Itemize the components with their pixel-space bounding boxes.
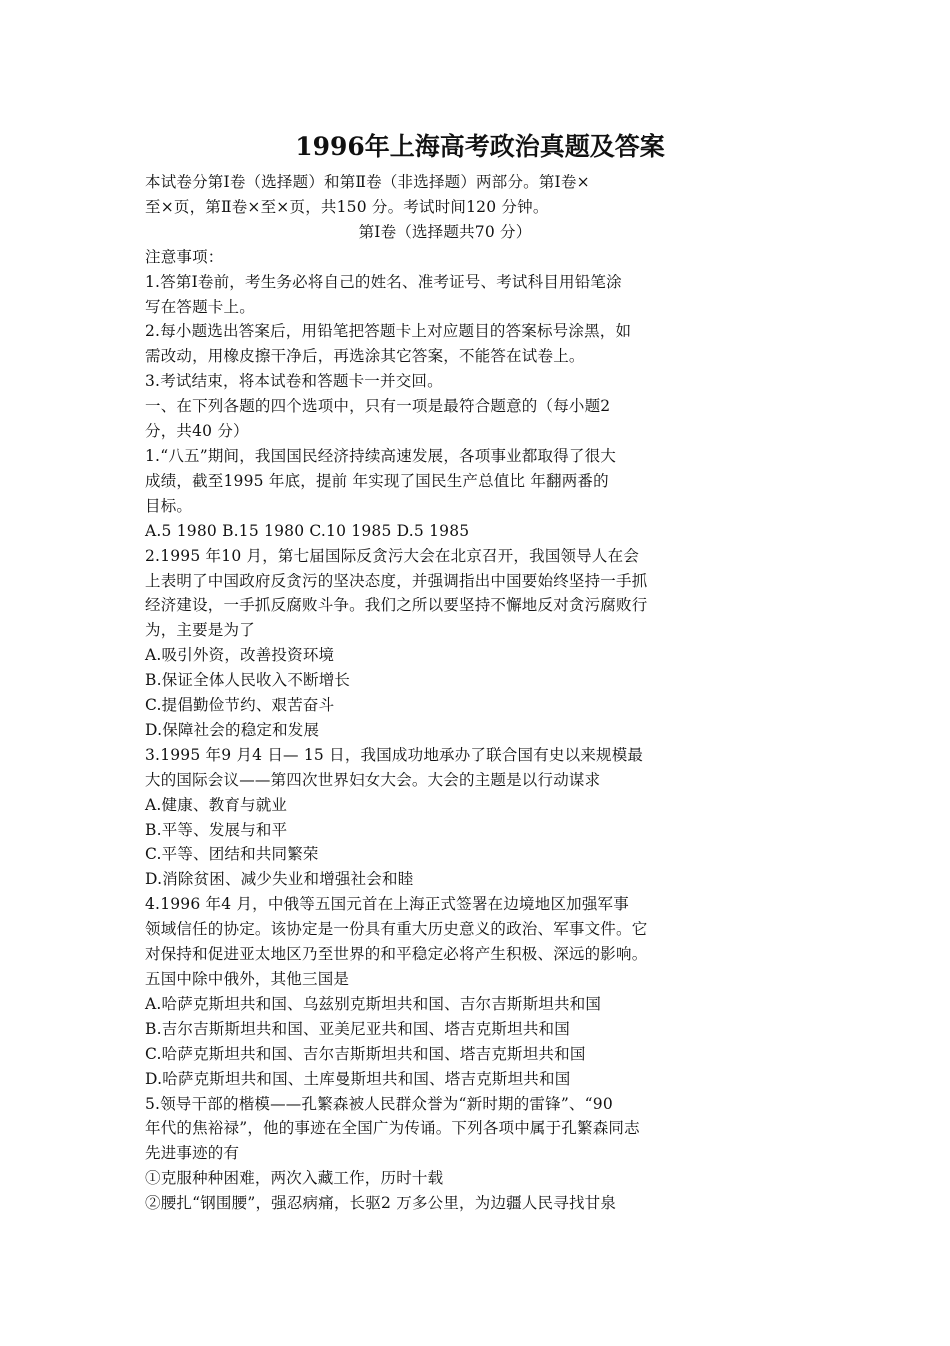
- text-line: 本试卷分第Ⅰ卷（选择题）和第Ⅱ卷（非选择题）两部分。第Ⅰ卷×: [145, 173, 590, 191]
- text-line: 五国中除中俄外，其他三国是: [145, 970, 350, 988]
- option-a: A.哈萨克斯坦共和国、乌兹别克斯坦共和国、吉尔吉斯斯坦共和国: [145, 994, 602, 1013]
- text-line: 3.考试结束，将本试卷和答题卡一并交回。: [145, 372, 443, 391]
- text-line: 一、在下列各题的四个选项中，只有一项是最符合题意的（每小题2: [145, 397, 611, 416]
- document-title: 1996年上海高考政治真题及答案: [295, 132, 665, 161]
- option-d: D.消除贫困、减少失业和增强社会和睦: [145, 870, 414, 889]
- text-line: 先进事迹的有: [145, 1144, 240, 1163]
- text-line: 目标。: [145, 496, 193, 515]
- option-d: D.哈萨克斯坦共和国、土库曼斯坦共和国、塔吉克斯坦共和国: [145, 1069, 571, 1088]
- section-heading: 第Ⅰ卷（选择题共70 分）: [358, 222, 532, 241]
- text-line: 大的国际会议——第四次世界妇女大会。大会的主题是以行动谋求: [145, 770, 601, 789]
- text-line: 注意事项：: [145, 247, 224, 266]
- text-line: 需改动，用橡皮擦干净后，再选涂其它答案，不能答在试卷上。: [145, 347, 585, 366]
- option-d: D.保障社会的稳定和发展: [145, 720, 320, 739]
- text-line: 写在答题卡上。: [145, 297, 255, 316]
- option-b: B.平等、发展与和平: [145, 820, 288, 839]
- document-body: [145, 170, 705, 1216]
- text-line: 为，主要是为了: [145, 621, 255, 640]
- text-line: 年代的焦裕禄”，他的事迹在全国广为传诵。下列各项中属于孔繁森同志: [145, 1119, 640, 1138]
- item-1: ①克服种种困难，两次入藏工作，历时十载: [145, 1169, 444, 1188]
- option-b: B.保证全体人民收入不断增长: [145, 671, 351, 690]
- question-2: 2.1995 年10 月，第七届国际反贪污大会在北京召开，我国领导人在会: [145, 546, 640, 565]
- option-c: C.哈萨克斯坦共和国、吉尔吉斯斯坦共和国、塔吉克斯坦共和国: [145, 1044, 586, 1063]
- text-line: 至×页，第Ⅱ卷×至×页，共150 分。考试时间120 分钟。: [145, 197, 549, 216]
- question-5: 5.领导干部的楷模——孔繁森被人民群众誉为“新时期的雷锋”、“90: [145, 1094, 613, 1113]
- option-c: C.平等、团结和共同繁荣: [145, 845, 319, 864]
- option-a: A.吸引外资，改善投资环境: [145, 646, 335, 665]
- answer-options: A.5 1980 B.15 1980 C.10 1985 D.5 1985: [145, 521, 470, 540]
- item-2: ②腰扎“钢围腰”，强忍病痛，长驱2 万多公里，为边疆人民寻找甘泉: [145, 1194, 617, 1213]
- option-c: C.提倡勤俭节约、艰苦奋斗: [145, 696, 335, 715]
- option-b: B.吉尔吉斯斯坦共和国、亚美尼亚共和国、塔吉克斯坦共和国: [145, 1019, 570, 1038]
- text-line: 分，共40 分）: [145, 422, 249, 441]
- text-line: 经济建设，一手抓反腐败斗争。我们之所以要坚持不懈地反对贪污腐败行: [145, 596, 648, 615]
- text-line: 对保持和促进亚太地区乃至世界的和平稳定必将产生积极、深远的影响。: [145, 945, 648, 964]
- text-line: 上表明了中国政府反贪污的坚决态度，并强调指出中国要始终坚持一手抓: [145, 571, 648, 590]
- document-page: [145, 128, 705, 1216]
- text-line: 1.答第Ⅰ卷前，考生务必将自己的姓名、准考证号、考试科目用铅笔涂: [145, 272, 622, 291]
- question-3: 3.1995 年9 月4 日— 15 日，我国成功地承办了联合国有史以来规模最: [145, 745, 644, 764]
- text-line: 成绩，截至1995 年底，提前 年实现了国民生产总值比 年翻两番的: [145, 471, 609, 490]
- text-line: 领域信任的协定。该协定是一份具有重大历史意义的政治、军事文件。它: [145, 920, 648, 939]
- text-line: 2.每小题选出答案后，用铅笔把答题卡上对应题目的答案标号涂黑，如: [145, 322, 632, 341]
- question-1: 1.“八五”期间，我国国民经济持续高速发展，各项事业都取得了很大: [145, 446, 617, 465]
- option-a: A.健康、教育与就业: [145, 795, 288, 814]
- question-4: 4.1996 年4 月，中俄等五国元首在上海正式签署在边境地区加强军事: [145, 895, 629, 914]
